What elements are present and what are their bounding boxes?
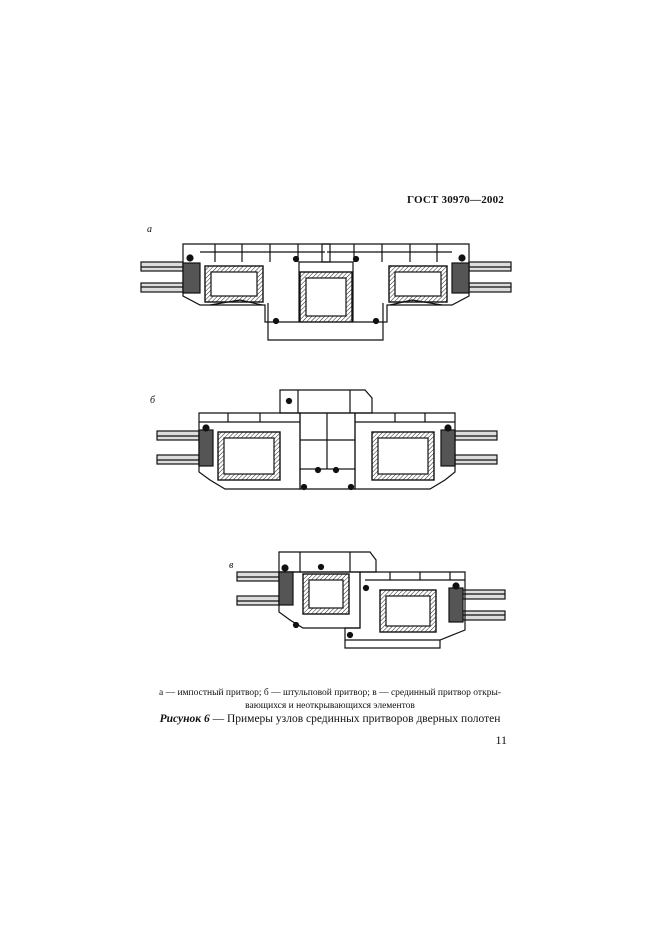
caption-line-1: а — импостный притвор; б — штульповой притвор; в — срединный притвор откры- [158, 688, 501, 698]
figure-b-drawing [157, 390, 497, 490]
figure-a-drawing [141, 244, 511, 340]
figure-a-label: а [147, 224, 152, 235]
figure-b-label: б [150, 395, 156, 406]
figure-title-prefix: Рисунок 6 [159, 713, 210, 725]
page-number: 11 [495, 733, 507, 747]
figure-caption [120, 687, 540, 713]
figure-title [120, 713, 540, 725]
caption-line-2: вающихся и неоткрывающихся элементов [245, 701, 415, 711]
figure-v-label: в [229, 560, 234, 571]
figure-v-drawing [237, 552, 505, 648]
standard-number: ГОСТ 30970—2002 [407, 194, 504, 206]
figure-title-text: — Примеры узлов срединных притворов дверных полотен [209, 713, 501, 725]
